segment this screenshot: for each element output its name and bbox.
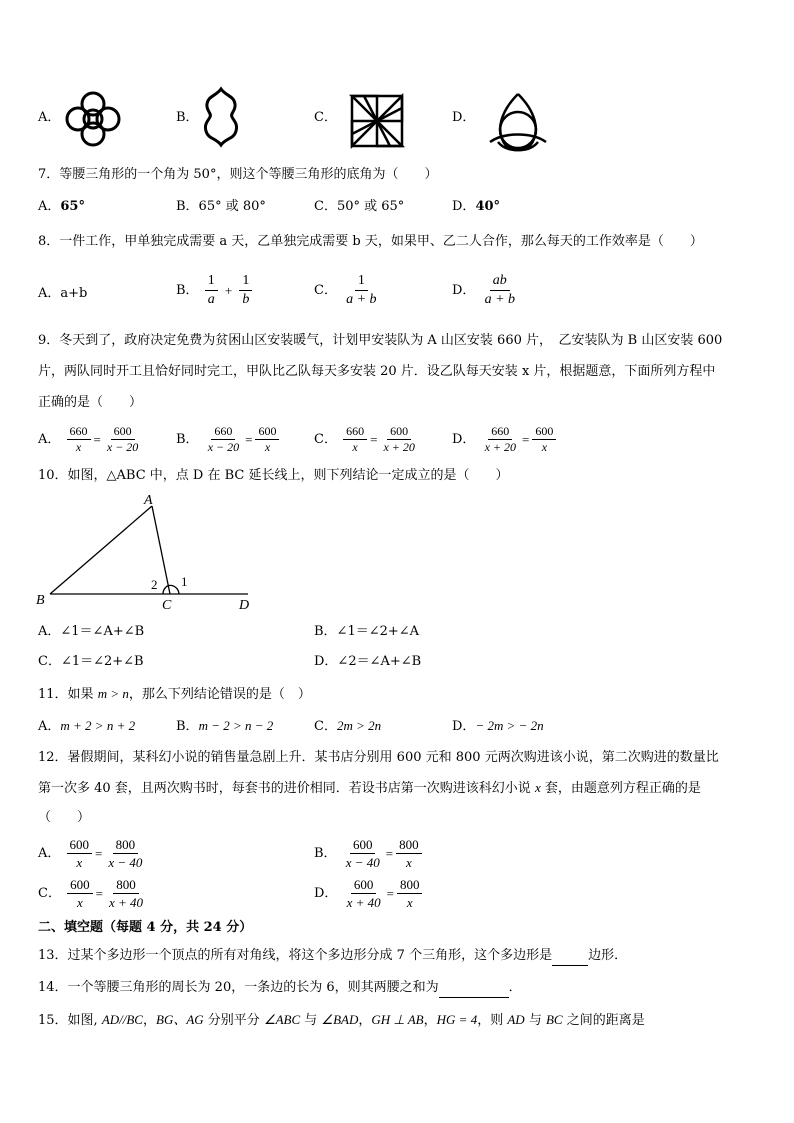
angle-label-1: 1 xyxy=(181,574,188,589)
q11-option-d: D．− 2m > − 2n xyxy=(452,718,544,734)
q12-line-3: （ ） xyxy=(38,810,91,825)
q14-stem: 14．一个等腰三角形的周长为 20，一条边的长为 6，则其两腰之和为 ． xyxy=(38,978,522,998)
triquetra-knot-icon xyxy=(484,90,552,152)
triangle-abc-figure xyxy=(30,488,270,614)
section-heading-fill-in: 二、填空题（每题 4 分，共 24 分） xyxy=(38,920,253,935)
angle-label-2: 2 xyxy=(151,577,158,592)
q7-option-a: A．65° xyxy=(38,199,85,214)
q11-option-a: A．m + 2 > n + 2 xyxy=(38,718,136,734)
q6-option-a: A． xyxy=(38,110,61,125)
vertex-label-b: B xyxy=(36,593,45,608)
q12-option-d: D． $\frac{600}{x + 40}$ = $\frac{800}{x}$ xyxy=(314,876,424,911)
q7-option-d: D．40° xyxy=(452,199,501,214)
q14-answer-blank[interactable] xyxy=(439,997,509,998)
q8-option-c: C． $\frac{1}{a + b}$ xyxy=(314,273,377,307)
q7-option-b: B．65° 或 80° xyxy=(176,199,266,214)
q7-stem: 7．等腰三角形的一个角为 50°，则这个等腰三角形的底角为（ ） xyxy=(38,167,438,182)
q12-line-1: 12．暑假期间，某科幻小说的销售量急剧上升．某书店分别用 600 元和 800 元两次购进该小说，第二次购进的数量比 xyxy=(38,750,719,765)
q9-line-1: 9．冬天到了，政府决定免费为贫困山区安装暖气，计划甲安装队为 A 山区安装 660 片， 乙安装队为 B 山区安装 600 xyxy=(38,333,723,348)
q9-option-b: B． $\frac{660}{x - 20}$ = $\frac{600}{x}$ xyxy=(176,424,281,455)
q6-option-b: B． xyxy=(176,110,199,125)
pinwheel-icon xyxy=(348,92,406,150)
q13-stem: 13．过某个多边形一个顶点的所有对角线，将这个多边形分成 7 个三角形，这个多边形是 边形． xyxy=(38,946,627,966)
q8-option-a: A．a+b xyxy=(38,286,88,301)
q11-option-b: B．m − 2 > n − 2 xyxy=(176,718,274,734)
q13-answer-blank[interactable] xyxy=(552,965,588,966)
q9-line-2: 片，两队同时开工且恰好同时完工，甲队比乙队每天多安装 20 片．设乙队每天安装 x 片，根据题意，下面所列方程中 xyxy=(38,364,716,379)
q12-option-a: A． $\frac{600}{x}$ = $\frac{800}{x - 40}$ xyxy=(38,837,143,870)
q6-option-c: C． xyxy=(314,110,337,125)
q12-line-2: 第一次多 40 套，且两次购书时，每套书的进价相同．若设书店第一次购进该科幻小说 x 套，由题意列方程正确的是 xyxy=(38,780,701,796)
q10-option-d: D．∠2＝∠A+∠B xyxy=(314,654,422,669)
q8-option-d: D． $\frac{ab}{a + b}$ xyxy=(452,273,516,307)
q8-stem: 8．一件工作，甲单独完成需要 a 天，乙单独完成需要 b 天，如果甲、乙二人合作，那么每天的工作效率是（ ） xyxy=(38,234,703,249)
q12-option-c: C． $\frac{600}{x}$ = $\frac{800}{x + 40}$ xyxy=(38,877,143,910)
q6-option-d: D． xyxy=(452,110,476,125)
vertex-label-c: C xyxy=(162,598,172,613)
q7-option-c: C．50° 或 65° xyxy=(314,199,405,214)
q15-stem: 15．如图, AD//BC，BG、AG 分别平分 ∠ABC 与 ∠BAD，GH ⊥ AB，HG = 4，则 AD 与 BC 之间的距离是 xyxy=(38,1012,645,1028)
q11-stem: 11．如果 m > n，那么下列结论错误的是（ ） xyxy=(38,686,311,702)
q8-option-b: B． $\frac{1}{a}$ + $\frac{1}{b}$ xyxy=(176,272,254,309)
q10-option-a: A．∠1＝∠A+∠B xyxy=(38,624,145,639)
q9-option-a: A． $\frac{660}{x}$ = $\frac{600}{x - 20}$ xyxy=(38,424,139,454)
q10-stem: 10．如图，△ABC 中，点 D 在 BC 延长线上，则下列结论一定成立的是（ ） xyxy=(38,468,509,483)
q9-option-d: D． $\frac{660}{x + 20}$ = $\frac{600}{x}$ xyxy=(452,424,558,455)
four-petal-flower-icon xyxy=(64,90,122,148)
curved-vase-shape-icon xyxy=(198,86,244,148)
q9-line-3: 正确的是（ ） xyxy=(38,395,143,410)
q10-option-c: C．∠1＝∠2+∠B xyxy=(38,654,144,669)
q12-option-b: B． $\frac{600}{x - 40}$ = $\frac{800}{x}$ xyxy=(314,836,424,871)
q9-option-c: C． $\frac{660}{x}$ = $\frac{600}{x + 20}$ xyxy=(314,424,415,454)
q11-option-c: C．2m > 2n xyxy=(314,718,382,734)
vertex-label-a: A xyxy=(144,493,153,508)
q10-option-b: B．∠1＝∠2+∠A xyxy=(314,624,420,639)
vertex-label-d: D xyxy=(239,598,250,613)
